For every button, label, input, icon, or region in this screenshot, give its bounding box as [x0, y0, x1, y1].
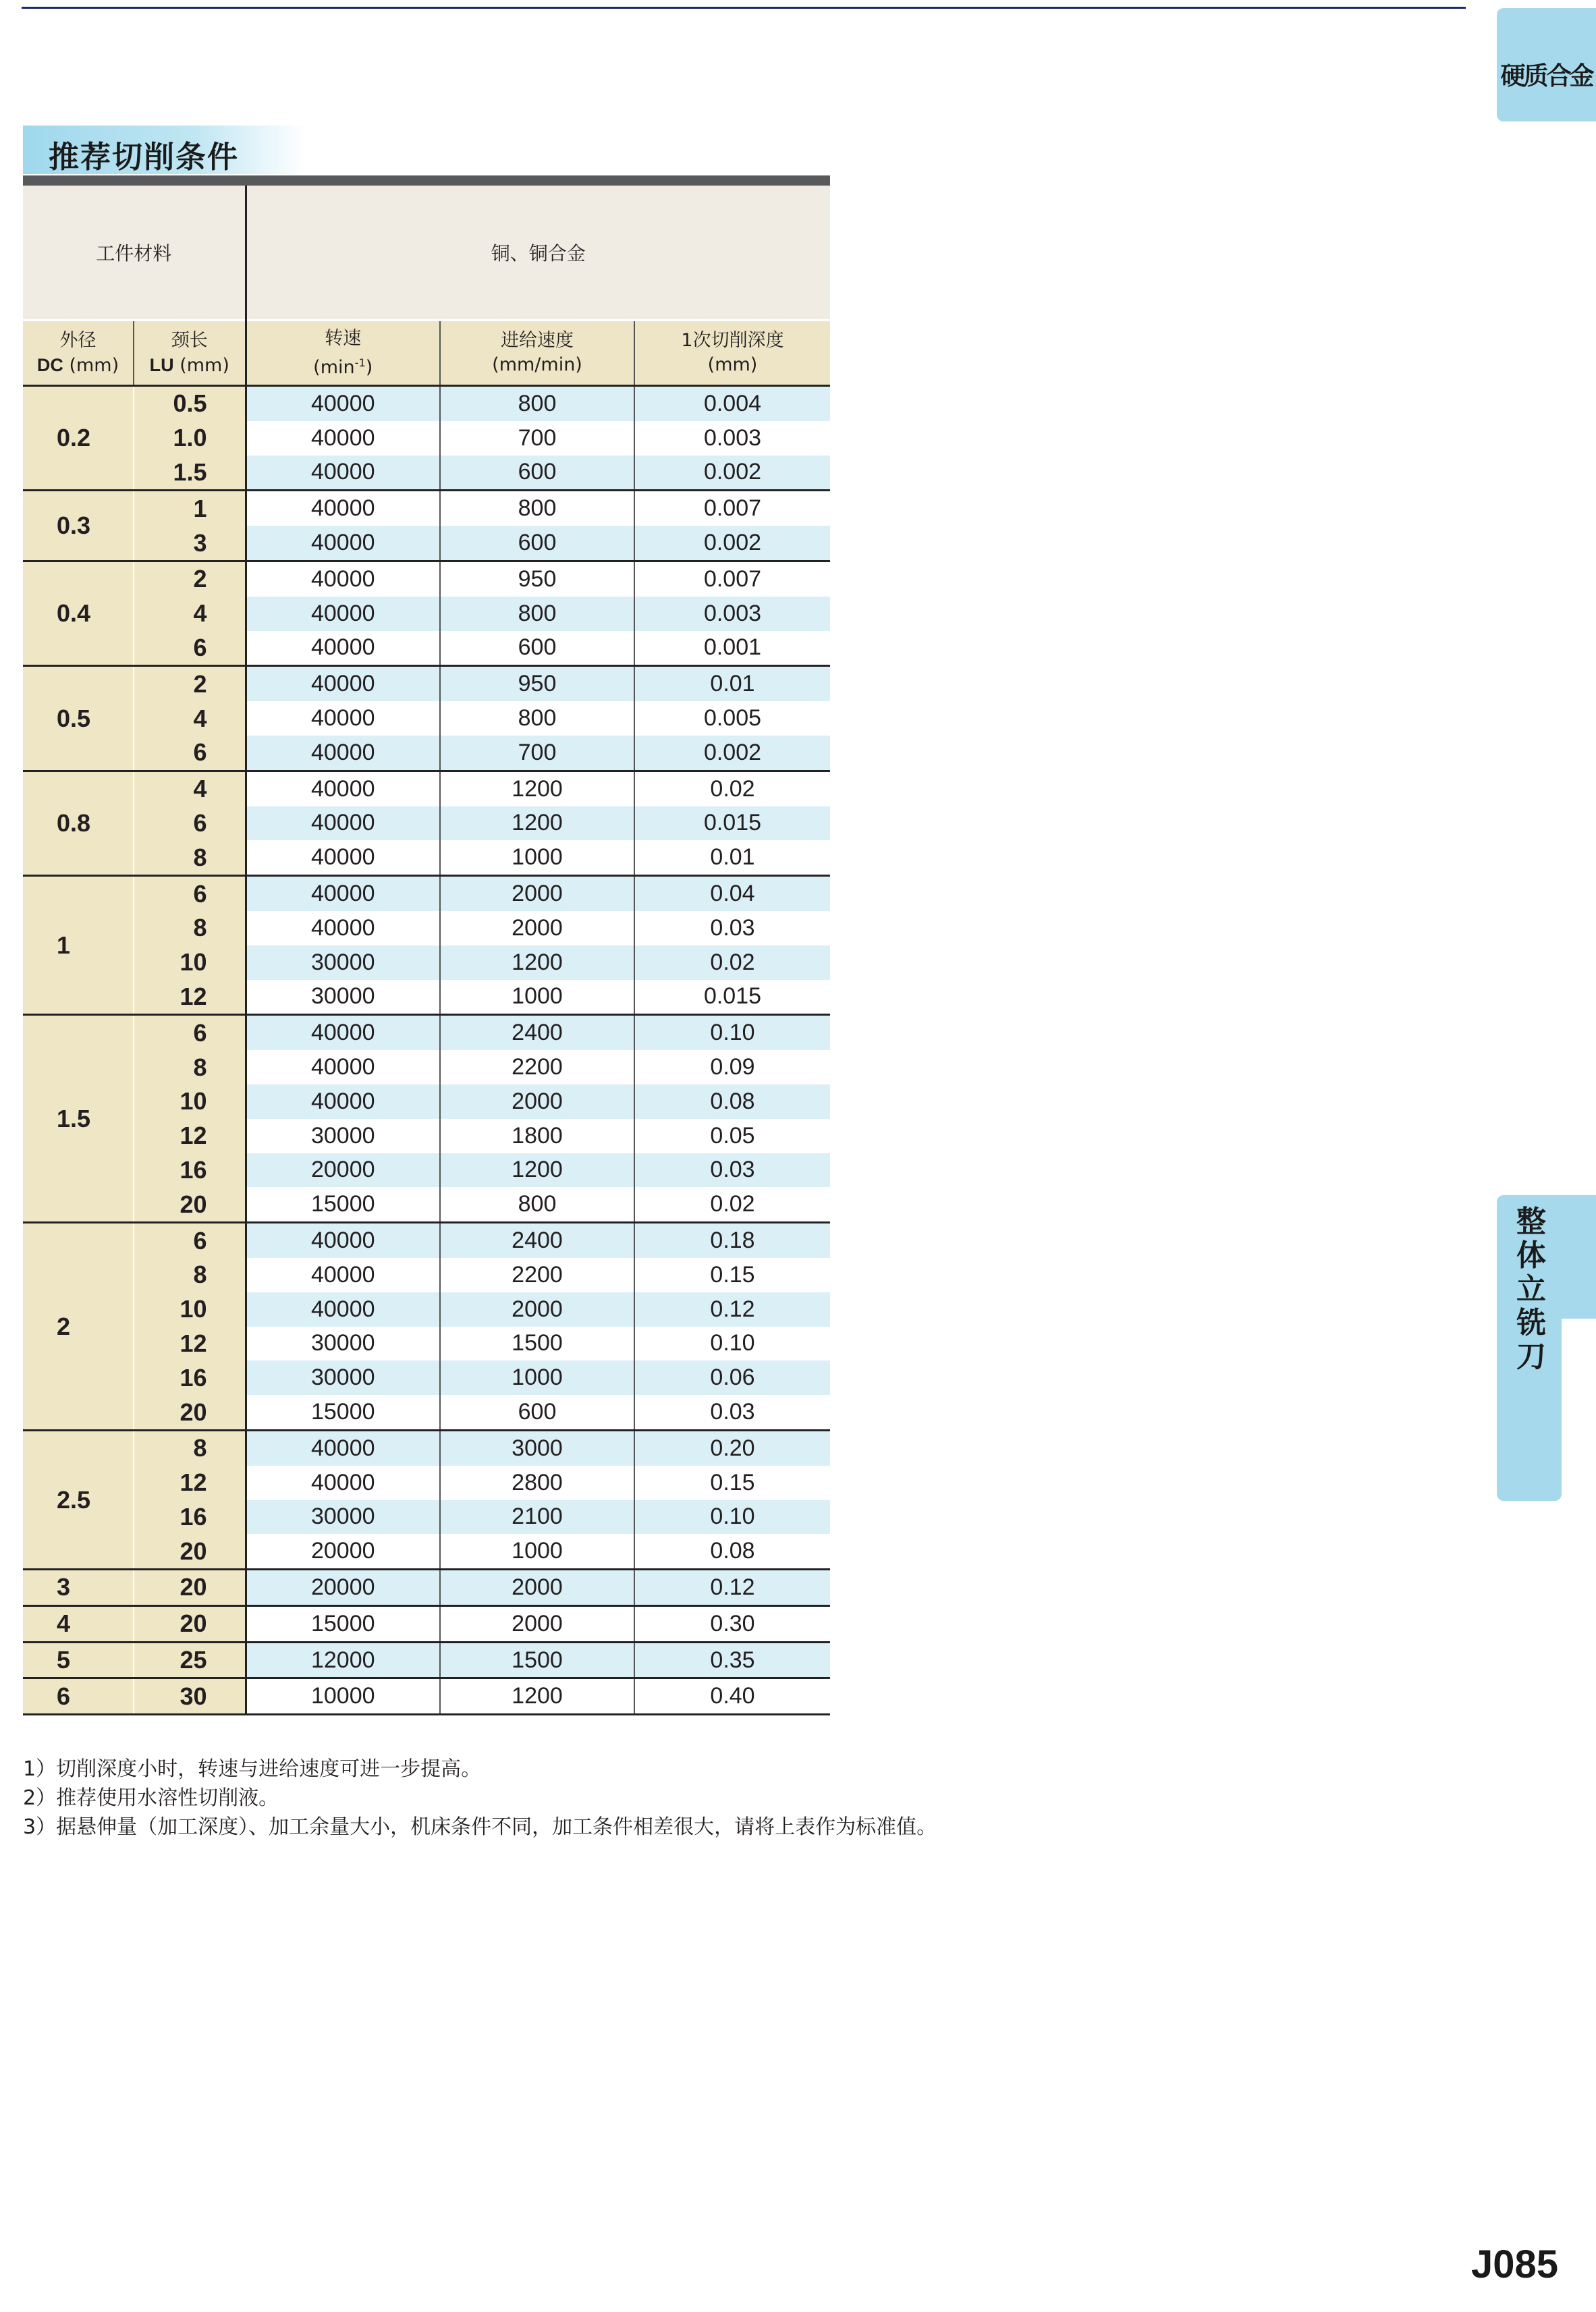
cell-feed: 1000 [440, 1534, 634, 1569]
top-rule [22, 7, 1466, 9]
cell-speed: 40000 [246, 491, 440, 526]
cell-lu: 8 [134, 840, 246, 875]
header-dc-symbol: DC [36, 354, 63, 375]
cell-feed: 2000 [440, 1292, 634, 1327]
cell-dc: 2 [23, 1223, 134, 1431]
cell-speed: 30000 [246, 980, 440, 1015]
side-tab-char: 整 [1516, 1205, 1546, 1239]
cell-speed: 40000 [246, 1292, 440, 1327]
cell-depth: 0.10 [634, 1015, 830, 1050]
cell-depth: 0.10 [634, 1500, 830, 1535]
header-lu-label: 颈长 [171, 329, 208, 351]
cell-depth: 0.01 [634, 840, 830, 875]
table-row [23, 1678, 830, 1715]
table-row [23, 806, 830, 841]
cell-depth: 0.18 [634, 1223, 830, 1258]
cell-speed: 30000 [246, 945, 440, 980]
side-tab-char: 刀 [1516, 1340, 1546, 1374]
header-lu-unit: (mm) [173, 354, 229, 376]
side-tab-hard-alloy-label: 硬质合金 [1500, 61, 1593, 90]
cell-feed: 600 [440, 456, 634, 491]
header-lu [134, 321, 246, 386]
cell-depth: 0.15 [634, 1258, 830, 1292]
cell-dc: 5 [23, 1642, 134, 1678]
table-row [23, 1430, 830, 1465]
cell-speed: 40000 [246, 1084, 440, 1119]
table-row [23, 526, 830, 561]
header-depth-unit: (mm) [707, 354, 758, 375]
cell-lu: 16 [134, 1153, 246, 1188]
table-row [23, 1292, 830, 1327]
table-row [23, 631, 830, 666]
cell-depth: 0.015 [634, 980, 830, 1015]
cell-feed: 800 [440, 1187, 634, 1222]
cell-depth: 0.007 [634, 491, 830, 526]
cell-feed: 1000 [440, 840, 634, 875]
section-title: 推荐切削条件 [49, 139, 240, 175]
table-row [23, 1500, 830, 1535]
cell-speed: 15000 [246, 1395, 440, 1430]
cell-lu: 6 [134, 736, 246, 771]
table-row [23, 701, 830, 736]
cell-speed: 40000 [246, 1015, 440, 1050]
cell-speed: 20000 [246, 1534, 440, 1569]
cell-speed: 20000 [246, 1153, 440, 1188]
cell-lu: 16 [134, 1500, 246, 1535]
header-dc-unit: (mm) [63, 354, 119, 376]
cell-speed: 40000 [246, 701, 440, 736]
cell-lu: 12 [134, 1119, 246, 1153]
cell-feed: 600 [440, 631, 634, 666]
cell-speed: 15000 [246, 1187, 440, 1222]
cell-lu: 20 [134, 1605, 246, 1642]
cell-lu: 6 [134, 1223, 246, 1258]
cell-feed: 800 [440, 491, 634, 526]
cell-feed: 800 [440, 597, 634, 631]
cell-depth: 0.09 [634, 1050, 830, 1084]
table-row [23, 736, 830, 771]
cell-speed: 12000 [246, 1642, 440, 1678]
header-speed-close: ) [365, 356, 373, 378]
header-lu-symbol: LU [149, 354, 174, 375]
cell-lu: 1 [134, 491, 246, 526]
cell-feed: 700 [440, 736, 634, 771]
cell-depth: 0.02 [634, 771, 830, 806]
cell-dc: 4 [23, 1605, 134, 1642]
cell-depth: 0.20 [634, 1430, 830, 1465]
side-tab-char: 铣 [1516, 1306, 1546, 1340]
cell-feed: 2100 [440, 1500, 634, 1535]
header-speed [246, 321, 440, 386]
cell-dc: 0.5 [23, 666, 134, 771]
cell-lu: 1.5 [134, 456, 246, 491]
cell-depth: 0.001 [634, 631, 830, 666]
cell-speed: 40000 [246, 666, 440, 701]
header-speed-label: 转速 [325, 327, 362, 349]
cell-feed: 1500 [440, 1642, 634, 1678]
cell-depth: 0.015 [634, 806, 830, 841]
cell-lu: 20 [134, 1534, 246, 1569]
cell-feed: 950 [440, 666, 634, 701]
cell-feed: 1000 [440, 980, 634, 1015]
table-row [23, 1050, 830, 1084]
cell-lu: 2 [134, 561, 246, 596]
table-row [23, 1258, 830, 1292]
cell-speed: 40000 [246, 771, 440, 806]
cell-depth: 0.02 [634, 945, 830, 980]
header-dc-label: 外径 [59, 329, 97, 351]
cell-speed: 40000 [246, 1258, 440, 1292]
cell-feed: 1200 [440, 1678, 634, 1715]
cell-lu: 3 [134, 526, 246, 561]
header-depth [634, 321, 830, 386]
cell-depth: 0.12 [634, 1570, 830, 1606]
cell-speed: 40000 [246, 456, 440, 491]
cell-speed: 40000 [246, 876, 440, 911]
side-tab-char: 体 [1516, 1238, 1546, 1273]
table-row [23, 1223, 830, 1258]
cell-lu: 20 [134, 1570, 246, 1606]
cell-depth: 0.04 [634, 876, 830, 911]
cell-dc: 3 [23, 1570, 134, 1606]
cell-lu: 8 [134, 1258, 246, 1292]
cell-lu: 20 [134, 1187, 246, 1222]
side-tab-hard-alloy[interactable] [1497, 8, 1596, 121]
cell-depth: 0.05 [634, 1119, 830, 1153]
cell-depth: 0.01 [634, 666, 830, 701]
table-row [23, 911, 830, 945]
column-header-row [23, 321, 830, 386]
cell-speed: 40000 [246, 421, 440, 456]
table-row [23, 876, 830, 911]
cell-feed: 1000 [440, 1360, 634, 1395]
cell-depth: 0.12 [634, 1292, 830, 1327]
cell-lu: 25 [134, 1642, 246, 1678]
cell-feed: 600 [440, 1395, 634, 1430]
header-depth-label: 1次切削深度 [681, 330, 784, 351]
cell-speed: 40000 [246, 597, 440, 631]
cell-lu: 8 [134, 911, 246, 945]
table-row [23, 1570, 830, 1606]
cell-lu: 30 [134, 1678, 246, 1715]
cell-feed: 2800 [440, 1466, 634, 1500]
cell-dc: 0.3 [23, 491, 134, 561]
page-number: J085 [1471, 2242, 1559, 2286]
cell-depth: 0.007 [634, 561, 830, 596]
cell-feed: 600 [440, 526, 634, 561]
table-row [23, 840, 830, 875]
table-row [23, 1119, 830, 1153]
cell-feed: 800 [440, 386, 634, 421]
cell-depth: 0.08 [634, 1084, 830, 1119]
cell-speed: 20000 [246, 1570, 440, 1606]
table-row [23, 1534, 830, 1569]
cell-feed: 2200 [440, 1258, 634, 1292]
cell-depth: 0.30 [634, 1605, 830, 1642]
cell-depth: 0.003 [634, 421, 830, 456]
cell-feed: 1200 [440, 771, 634, 806]
table-row [23, 1642, 830, 1678]
cell-depth: 0.005 [634, 701, 830, 736]
cell-depth: 0.004 [634, 386, 830, 421]
table-row [23, 980, 830, 1015]
table-top-bar [23, 175, 830, 186]
cell-depth: 0.002 [634, 526, 830, 561]
cell-feed: 1500 [440, 1327, 634, 1361]
table-row [23, 1360, 830, 1395]
cell-feed: 950 [440, 561, 634, 596]
header-feed [440, 321, 634, 386]
table-row [23, 771, 830, 806]
cell-speed: 40000 [246, 1430, 440, 1465]
table-row [23, 491, 830, 526]
cell-depth: 0.08 [634, 1534, 830, 1569]
cell-lu: 6 [134, 876, 246, 911]
cell-depth: 0.03 [634, 1395, 830, 1430]
cell-depth: 0.40 [634, 1678, 830, 1715]
cell-feed: 700 [440, 421, 634, 456]
cell-speed: 40000 [246, 736, 440, 771]
cell-depth: 0.003 [634, 597, 830, 631]
cell-lu: 10 [134, 1292, 246, 1327]
header-feed-label: 进给速度 [501, 330, 574, 351]
cell-feed: 1200 [440, 945, 634, 980]
cell-speed: 40000 [246, 911, 440, 945]
cell-dc: 0.4 [23, 561, 134, 665]
header-dc [23, 321, 134, 386]
cell-lu: 6 [134, 1015, 246, 1050]
cell-feed: 2000 [440, 876, 634, 911]
cell-depth: 0.03 [634, 1153, 830, 1188]
cutting-conditions-table [23, 175, 830, 1715]
cell-lu: 1.0 [134, 421, 246, 456]
table-row [23, 456, 830, 491]
cell-depth: 0.15 [634, 1466, 830, 1500]
table-row [23, 597, 830, 631]
side-tab-char: 立 [1516, 1272, 1546, 1306]
cell-lu: 12 [134, 1327, 246, 1361]
table-row [23, 1084, 830, 1119]
cell-lu: 8 [134, 1050, 246, 1084]
table-row [23, 1395, 830, 1430]
cell-feed: 2000 [440, 1605, 634, 1642]
cell-feed: 1200 [440, 1153, 634, 1188]
cell-depth: 0.03 [634, 911, 830, 945]
table-row [23, 1327, 830, 1361]
header-feed-unit: (mm/min) [492, 354, 582, 375]
cell-lu: 4 [134, 701, 246, 736]
cell-dc: 1 [23, 876, 134, 1015]
cell-speed: 40000 [246, 526, 440, 561]
table-row [23, 1015, 830, 1050]
cell-depth: 0.002 [634, 736, 830, 771]
cell-feed: 2200 [440, 1050, 634, 1084]
cell-lu: 4 [134, 597, 246, 631]
cell-dc: 0.8 [23, 771, 134, 875]
cell-speed: 40000 [246, 386, 440, 421]
table-row [23, 386, 830, 421]
table-row [23, 666, 830, 701]
cell-lu: 8 [134, 1430, 246, 1465]
table-row [23, 1605, 830, 1642]
cell-feed: 2400 [440, 1015, 634, 1050]
cell-speed: 30000 [246, 1119, 440, 1153]
cell-dc: 6 [23, 1678, 134, 1715]
cell-speed: 40000 [246, 1050, 440, 1084]
cell-feed: 1200 [440, 806, 634, 841]
cell-lu: 6 [134, 631, 246, 666]
cell-depth: 0.35 [634, 1642, 830, 1678]
material-label: 工件材料 [23, 186, 246, 321]
cell-speed: 30000 [246, 1327, 440, 1361]
material-row [23, 186, 830, 321]
cell-speed: 40000 [246, 1466, 440, 1500]
cell-lu: 20 [134, 1395, 246, 1430]
cell-speed: 15000 [246, 1605, 440, 1642]
cell-depth: 0.10 [634, 1327, 830, 1361]
notes [23, 1755, 937, 1842]
table-row [23, 421, 830, 456]
header-speed-unit: (min [313, 356, 355, 378]
side-tab-solid-end-mill-label [1509, 1205, 1553, 1374]
cell-lu: 12 [134, 980, 246, 1015]
cell-feed: 2400 [440, 1223, 634, 1258]
cell-lu: 10 [134, 945, 246, 980]
table-row [23, 945, 830, 980]
cell-lu: 12 [134, 1466, 246, 1500]
material-value: 铜、铜合金 [246, 186, 830, 321]
cell-feed: 800 [440, 701, 634, 736]
cell-lu: 6 [134, 806, 246, 841]
cell-feed: 2000 [440, 1084, 634, 1119]
cell-speed: 40000 [246, 806, 440, 841]
cell-feed: 2000 [440, 1570, 634, 1606]
cell-feed: 1800 [440, 1119, 634, 1153]
table-body [23, 386, 830, 1715]
table-row [23, 1466, 830, 1500]
header-speed-sup: -1 [354, 356, 366, 369]
table-row [23, 1187, 830, 1222]
section-title-banner [23, 126, 306, 174]
cell-speed: 30000 [246, 1500, 440, 1535]
note-3: 3）据悬伸量（加工深度）、加工余量大小，机床条件不同，加工条件相差很大，请将上表作为标准值。 [23, 1815, 937, 1839]
cell-speed: 40000 [246, 840, 440, 875]
table-row [23, 561, 830, 596]
table-row [23, 1153, 830, 1188]
cell-dc: 0.2 [23, 386, 134, 491]
cell-lu: 4 [134, 771, 246, 806]
note-1: 1）切削深度小时，转速与进给速度可进一步提高。 [23, 1757, 482, 1781]
cell-speed: 40000 [246, 561, 440, 596]
cell-depth: 0.02 [634, 1187, 830, 1222]
cell-lu: 2 [134, 666, 246, 701]
cell-speed: 40000 [246, 631, 440, 666]
cell-lu: 10 [134, 1084, 246, 1119]
cell-speed: 30000 [246, 1360, 440, 1395]
cell-depth: 0.002 [634, 456, 830, 491]
cell-speed: 40000 [246, 1223, 440, 1258]
cell-feed: 3000 [440, 1430, 634, 1465]
cell-dc: 2.5 [23, 1430, 134, 1569]
cell-dc: 1.5 [23, 1015, 134, 1223]
cell-feed: 2000 [440, 911, 634, 945]
note-2: 2）推荐使用水溶性切削液。 [23, 1786, 279, 1810]
cell-depth: 0.06 [634, 1360, 830, 1395]
cell-lu: 16 [134, 1360, 246, 1395]
cell-lu: 0.5 [134, 386, 246, 421]
cell-speed: 10000 [246, 1678, 440, 1715]
